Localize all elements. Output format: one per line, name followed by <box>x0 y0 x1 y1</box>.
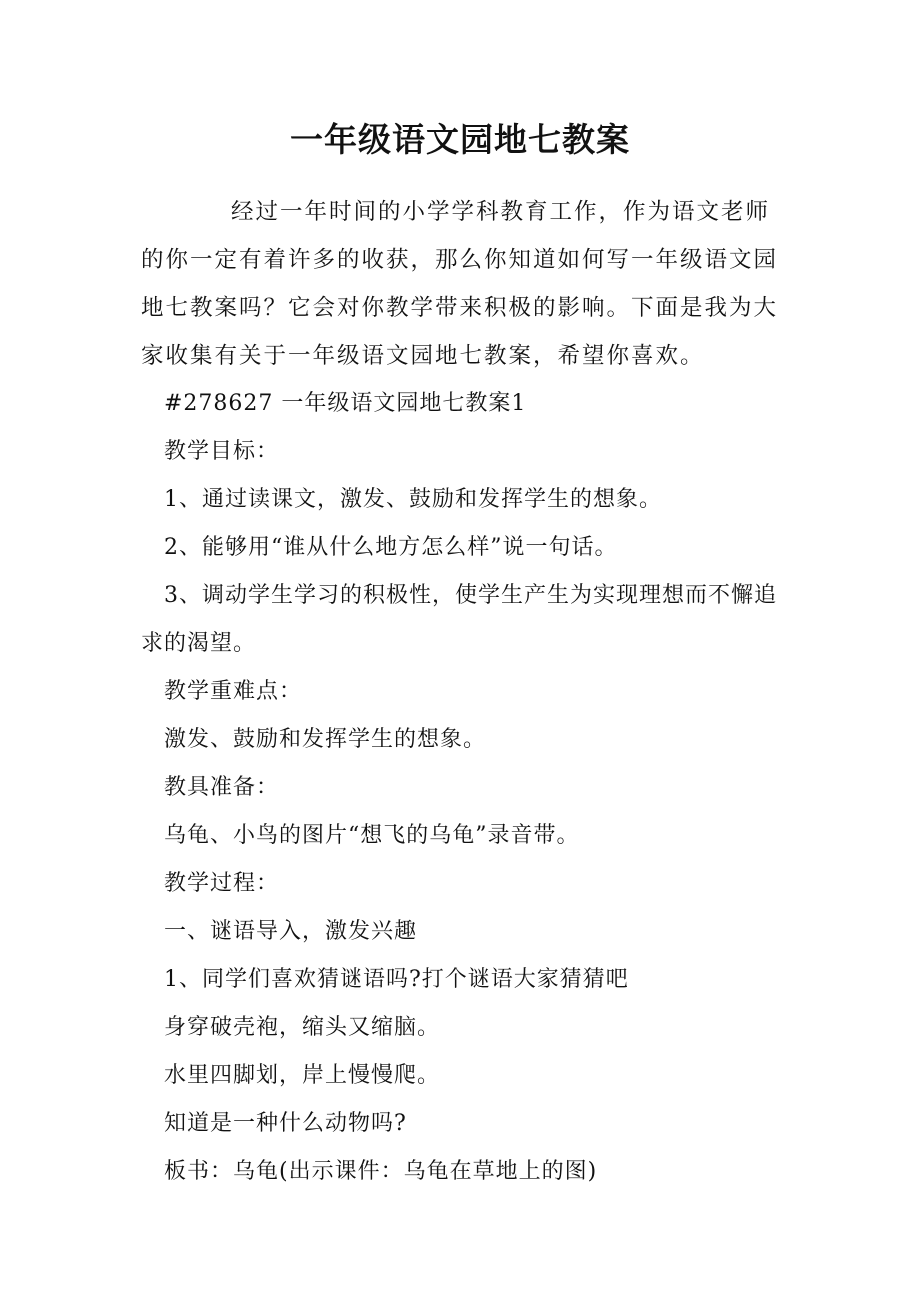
goal-2: 2、能够用“谁从什么地方怎么样”说一句话。 <box>164 535 618 560</box>
riddle-line-2: 水里四脚划，岸上慢慢爬。 <box>164 1063 441 1088</box>
step-1-heading: 一、谜语导入，激发兴趣 <box>164 919 418 944</box>
goal-1: 1、通过读课文，激发、鼓励和发挥学生的想象。 <box>164 487 662 512</box>
materials-heading: 教具准备： <box>164 775 280 800</box>
intro-paragraph: 经过一年时间的小学学科教育工作，作为语文老师的你一定有着许多的收获，那么你知道如何写一年级语文园地七教案吗？它会对你教学带来积极的影响。下面是我为大家收集有关于一年级语文园地七教案，希望你喜欢。 <box>141 199 779 369</box>
riddle-question: 知道是一种什么动物吗? <box>164 1111 407 1136</box>
key-points-heading: 教学重难点： <box>164 679 303 704</box>
process-heading: 教学过程： <box>164 871 280 896</box>
key-points: 激发、鼓励和发挥学生的想象。 <box>164 727 487 752</box>
materials: 乌龟、小鸟的图片“想飞的乌龟”录音带。 <box>164 823 580 848</box>
riddle-line-1: 身穿破壳袍，缩头又缩脑。 <box>164 1015 441 1040</box>
board-note: 板书：乌龟(出示课件：乌龟在草地上的图) <box>164 1159 598 1184</box>
step-1-question: 1、同学们喜欢猜谜语吗?打个谜语大家猜猜吧 <box>164 967 629 992</box>
goal-3: 3、调动学生学习的积极性，使学生产生为实现理想而不懈追求的渴望。 <box>141 583 777 656</box>
document-title: 一年级语文园地七教案 <box>290 120 630 159</box>
goals-heading: 教学目标： <box>164 439 280 464</box>
section-heading: #278627 一年级语文园地七教案1 <box>164 391 527 416</box>
